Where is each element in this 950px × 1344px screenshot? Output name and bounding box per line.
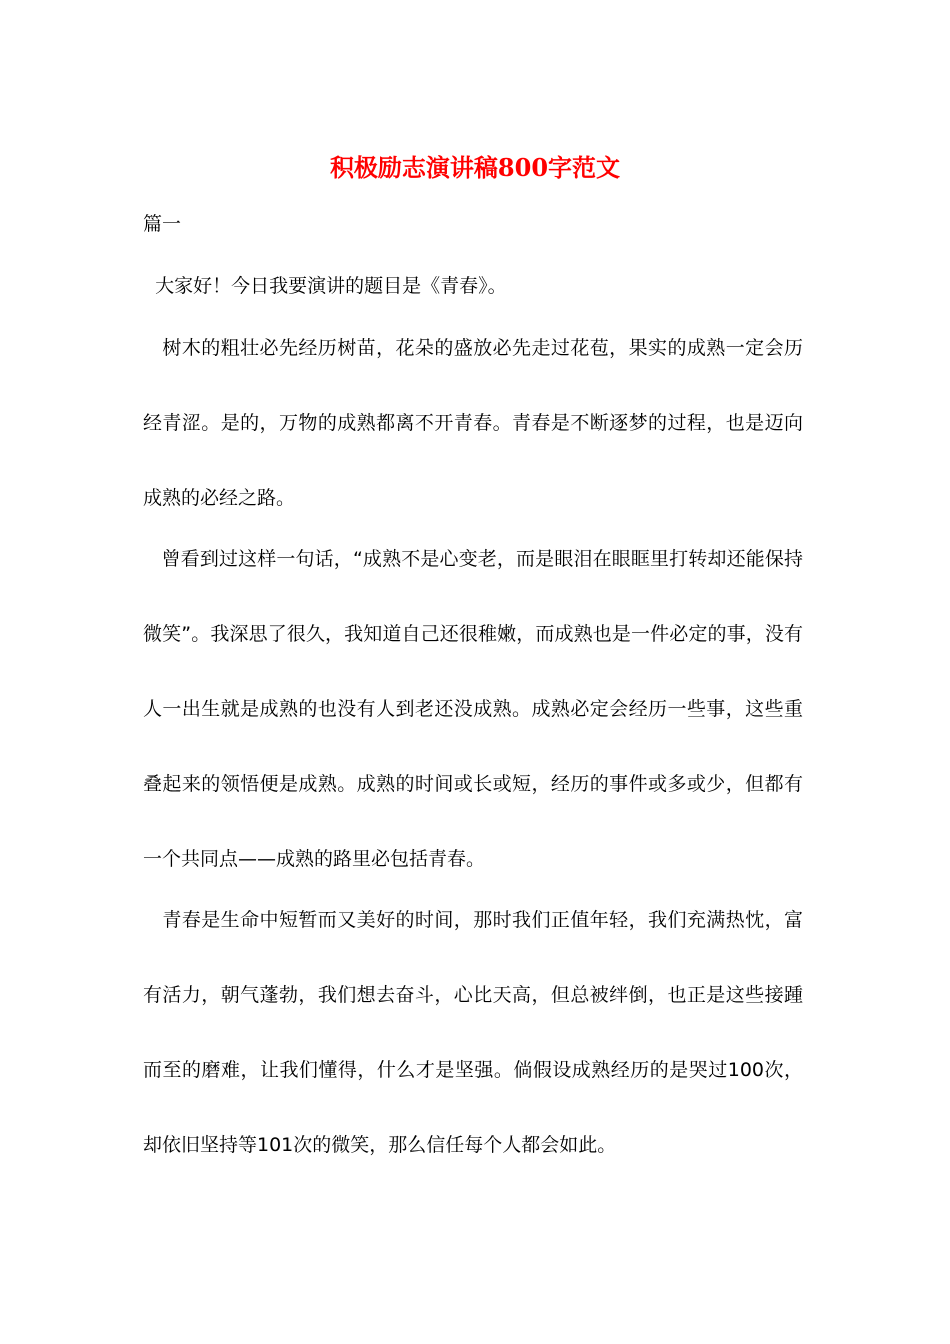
document-title: 积极励志演讲稿800字范文 [329,153,621,182]
paragraph-1: 大家好！今日我要演讲的题目是《青春》。 [143,275,507,297]
section-label: 篇一 [143,213,182,235]
paragraph-3: 曾看到过这样一句话，“成熟不是心变老，而是眼泪在眼眶里打转却还能保持微笑”。我深思了很久，我知道自己还很稚嫩，而成熟也是一件必定的事，没有人一出生就是成熟的也没有人到老还没成熟。成熟必定会经历一些事，这些重叠起来的领悟便是成熟。成熟的时间或长或短，经历的事件或多或少，但都有一个共同点——成熟的路里必包括青春。 [143,548,803,870]
paragraph-4: 青春是生命中短暂而又美好的时间，那时我们正值年轻，我们充满热忱，富有活力，朝气蓬勃，我们想去奋斗，心比天高，但总被绊倒，也正是这些接踵而至的磨难，让我们懂得，什么才是坚强。倘假设成熟经历的是哭过100次，却依旧坚持等101次的微笑，那么信任每个人都会如此。 [143,909,803,1156]
paragraph-2: 树木的粗壮必先经历树苗，花朵的盛放必先走过花苞，果实的成熟一定会历经青涩。是的，万物的成熟都离不开青春。青春是不断逐梦的过程，也是迈向成熟的必经之路。 [143,337,803,509]
